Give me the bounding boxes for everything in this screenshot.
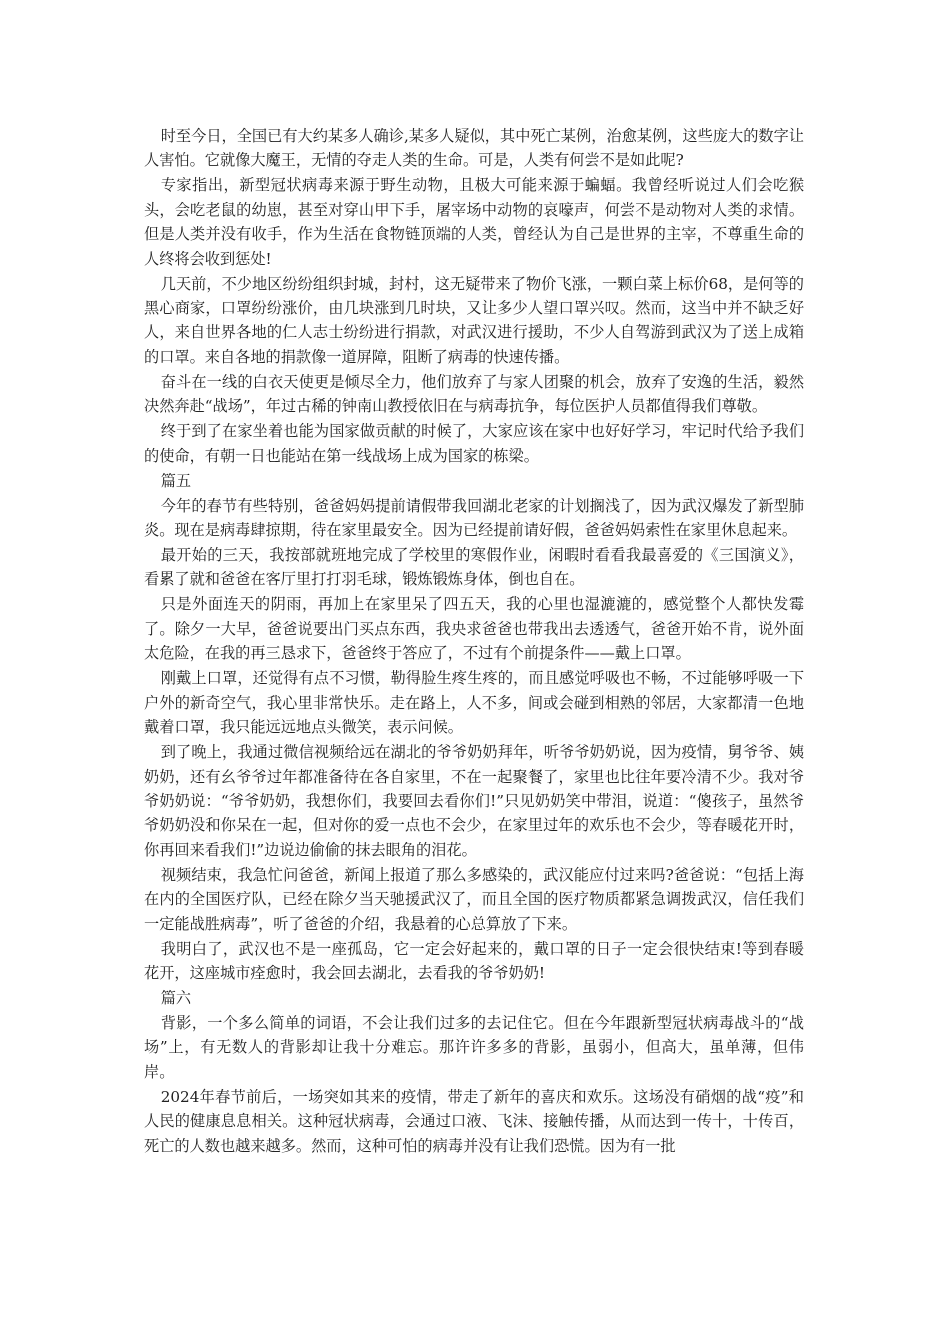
section-heading: 篇六 [160, 988, 192, 1007]
document-page [144, 124, 804, 1159]
paragraph: 我明白了，武汉也不是一座孤岛，它一定会好起来的，戴口罩的日子一定会很快结束!等到春暖花开，这座城市痊愈时，我会回去湖北，去看我的爷爷奶奶! [144, 939, 804, 982]
paragraph: 专家指出，新型冠状病毒来源于野生动物，且极大可能来源于蝙蝠。我曾经听说过人们会吃猴头，会吃老鼠的幼崽，甚至对穿山甲下手，屠宰场中动物的哀嚎声，何尝不是动物对人类的求情。但是人类并没有收手，作为生活在食物链顶端的人类，曾经认为自己是世界的主宰，不尊重生命的人终将会收到惩处! [144, 176, 804, 268]
paragraph: 几天前，不少地区纷纷组织封城，封村，这无疑带来了物价飞涨，一颗白菜上标价68，是何等的黑心商家，口罩纷纷涨价，由几块涨到几时块，又让多少人望口罩兴叹。然而，这当中并不缺乏好人，来自世界各地的仁人志士纷纷进行捐款，对武汉进行援助，不少人自驾游到武汉为了送上成箱的口罩。来自各地的捐款像一道屏障，阻断了病毒的快速传播。 [144, 274, 804, 366]
paragraph: 到了晚上，我通过微信视频给远在湖北的爷爷奶奶拜年，听爷爷奶奶说，因为疫情，舅爷爷、姨奶奶，还有幺爷爷过年都准备待在各自家里，不在一起聚餐了，家里也比往年要冷清不少。我对爷爷奶奶说：“爷爷奶奶，我想你们，我要回去看你们!”只见奶奶笑中带泪，说道：“傻孩子，虽然爷爷奶奶没和你呆在一起，但对你的爱一点也不会少，在家里过年的欢乐也不会少，等春暖花开时，你再回来看我们!”边说边偷偷的抹去眼角的泪花。 [144, 743, 804, 859]
paragraph: 只是外面连天的阴雨，再加上在家里呆了四五天，我的心里也湿漉漉的，感觉整个人都快发霉了。除夕一大早，爸爸说要出门买点东西，我央求爸爸也带我出去透透气，爸爸开始不肯，说外面太危险，在我的再三恳求下，爸爸终于答应了，不过有个前提条件——戴上口罩。 [144, 595, 804, 663]
paragraph: 最开始的三天，我按部就班地完成了学校里的寒假作业，闲暇时看看我最喜爱的《三国演义》，看累了就和爸爸在客厅里打打羽毛球，锻炼锻炼身体，倒也自在。 [144, 546, 804, 589]
paragraph: 奋斗在一线的白衣天使更是倾尽全力，他们放弃了与家人团聚的机会，放弃了安逸的生活，毅然决然奔赴“战场”，年过古稀的钟南山教授依旧在与病毒抗争，每位医护人员都值得我们尊敬。 [144, 372, 804, 416]
section-heading: 篇五 [160, 471, 192, 490]
paragraph: 2024年春节前后，一场突如其来的疫情，带走了新年的喜庆和欢乐。这场没有硝烟的战“疫”和人民的健康息息相关。这种冠状病毒，会通过口液、飞沫、接触传播，从而达到一传十，十传百，死亡的人数也越来越多。然而，这种可怕的病毒并没有让我们恐慌。因为有一批 [144, 1087, 804, 1155]
paragraph: 今年的春节有些特别，爸爸妈妈提前请假带我回湖北老家的计划搁浅了，因为武汉爆发了新型肺炎。现在是病毒肆掠期，待在家里最安全。因为已经提前请好假，爸爸妈妈索性在家里休息起来。 [144, 496, 804, 540]
paragraph: 时至今日，全国已有大约某多人确诊,某多人疑似，其中死亡某例，治愈某例，这些庞大的数字让人害怕。它就像大魔王，无情的夺走人类的生命。可是，人类有何尝不是如此呢? [144, 127, 804, 170]
paragraph: 终于到了在家坐着也能为国家做贡献的时候了，大家应该在家中也好好学习，牢记时代给予我们的使命，有朝一日也能站在第一线战场上成为国家的栋梁。 [144, 422, 804, 465]
paragraph: 背影，一个多么简单的词语，不会让我们过多的去记住它。但在今年跟新型冠状病毒战斗的“战场”上，有无数人的背影却让我十分难忘。那许许多多的背影，虽弱小，但高大，虽单薄，但伟岸。 [144, 1013, 804, 1081]
paragraph: 视频结束，我急忙问爸爸，新闻上报道了那么多感染的，武汉能应付过来吗?爸爸说：“包括上海在内的全国医疗队，已经在除夕当天驰援武汉了，而且全国的医疗物质都紧急调拨武汉，信任我们一定能战胜病毒”，听了爸爸的介绍，我悬着的心总算放了下来。 [144, 865, 804, 933]
paragraph: 刚戴上口罩，还觉得有点不习惯，勒得脸生疼生疼的，而且感觉呼吸也不畅，不过能够呼吸一下户外的新奇空气，我心里非常快乐。走在路上，人不多，间或会碰到相熟的邻居，大家都清一色地戴着口罩，我只能远远地点头微笑，表示问候。 [144, 669, 804, 737]
